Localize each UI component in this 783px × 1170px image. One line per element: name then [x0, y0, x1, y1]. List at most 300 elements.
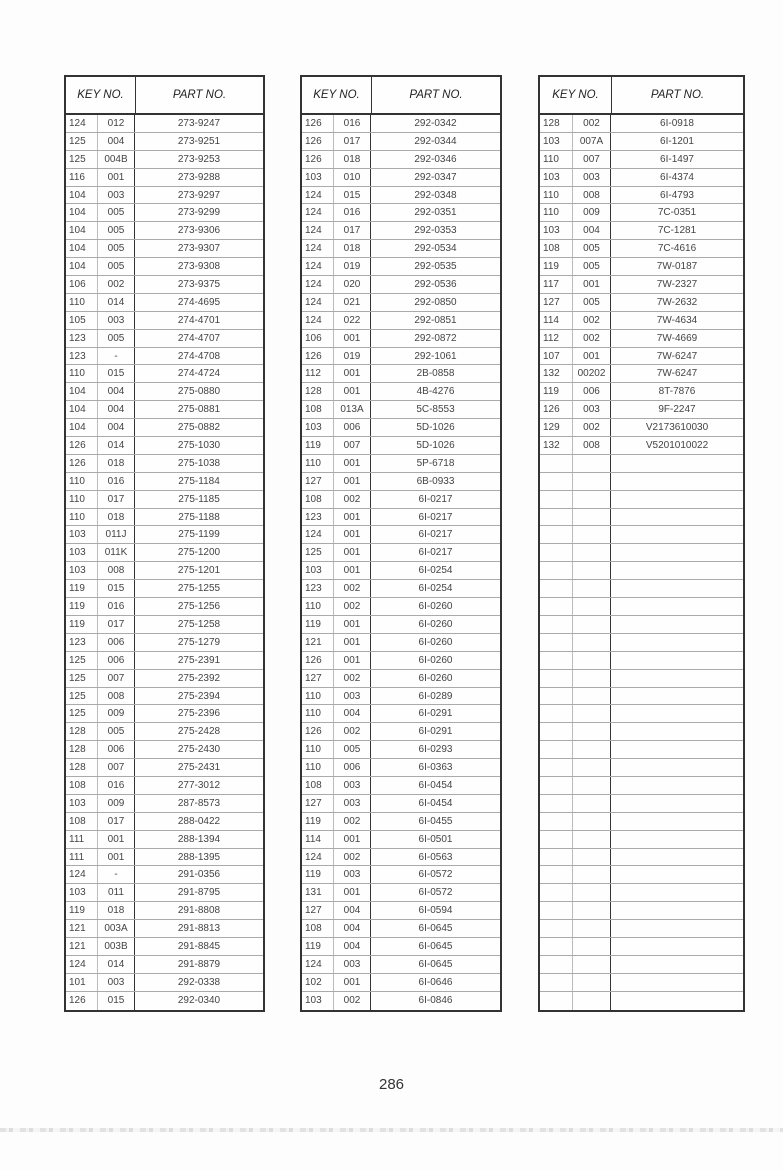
part-no-cell: 4B-4276: [416, 386, 455, 398]
part-no-cell: 291-0356: [177, 869, 221, 881]
key-no-group-cell: 104: [66, 187, 98, 204]
key-no-group-cell: 124: [66, 115, 98, 132]
key-no-item-cell: [573, 956, 611, 973]
key-no-item-cell: 005: [98, 723, 135, 740]
part-no-cell: 288-1395: [177, 851, 221, 863]
table-row: [540, 938, 743, 956]
key-no-item-cell: 004B: [98, 151, 135, 168]
part-no-cell: [611, 795, 743, 812]
key-no-group-cell: 114: [302, 831, 334, 848]
key-no-group-cell: 107: [540, 348, 573, 365]
part-no-cell: [611, 866, 743, 883]
key-no-group-cell: 110: [302, 705, 334, 722]
part-no-cell: 6I-0260: [418, 654, 453, 666]
key-no-group-cell: 110: [302, 688, 334, 705]
table-row: [302, 240, 500, 258]
table-row: [302, 348, 500, 366]
part-no-cell: 292-1061: [414, 350, 457, 362]
table-row: [302, 920, 500, 938]
part-no-cell: 9F-2247: [658, 404, 696, 416]
part-no-cell: [611, 544, 743, 561]
part-no-cell: [611, 616, 743, 633]
key-no-group-cell: [540, 795, 573, 812]
table-row: [66, 473, 263, 491]
key-no-item-cell: 005: [98, 204, 135, 221]
part-no-cell: 6I-4793: [660, 189, 694, 201]
table-row: [302, 849, 500, 867]
key-no-item-cell: 008: [573, 187, 611, 204]
part-no-cell: 292-0348: [414, 189, 457, 201]
table-row: [540, 813, 743, 831]
key-no-group-cell: [540, 884, 573, 901]
part-no-cell: 275-0881: [177, 404, 221, 416]
part-no-cell: 273-9288: [177, 171, 221, 183]
part-no-cell: 6I-0572: [418, 887, 453, 899]
part-no-cell: 292-0534: [414, 243, 457, 255]
part-no-cell: 292-0346: [414, 153, 457, 165]
key-no-group-cell: 108: [302, 777, 334, 794]
part-no-cell: 291-8808: [177, 905, 221, 917]
key-no-group-cell: 125: [66, 652, 98, 669]
table-row: [302, 330, 500, 348]
key-no-item-cell: 002: [334, 849, 371, 866]
key-no-item-cell: 007: [334, 437, 371, 454]
key-no-group-cell: 131: [302, 884, 334, 901]
key-no-item-cell: 011: [98, 884, 135, 901]
key-no-item-cell: [573, 455, 611, 472]
key-no-item-cell: 018: [334, 151, 371, 168]
table-row: [302, 616, 500, 634]
key-no-item-cell: 018: [98, 455, 135, 472]
table-row: [302, 956, 500, 974]
key-no-item-cell: 001: [334, 365, 371, 382]
table-row: [540, 204, 743, 222]
part-no-cell: 275-1038: [177, 457, 221, 469]
table-row: [66, 920, 263, 938]
key-no-group-cell: 126: [302, 348, 334, 365]
key-no-group-cell: 108: [66, 813, 98, 830]
key-no-group-cell: 110: [66, 491, 98, 508]
table-row: [540, 526, 743, 544]
table-row: [302, 133, 500, 151]
part-no-cell: 291-8845: [177, 940, 221, 952]
key-no-item-cell: 021: [334, 294, 371, 311]
table-row: [302, 884, 500, 902]
table-row: [66, 902, 263, 920]
part-no-cell: 292-0340: [177, 994, 221, 1006]
key-no-group-cell: 124: [302, 526, 334, 543]
key-no-item-cell: 001: [334, 562, 371, 579]
part-no-cell: 8T-7876: [658, 386, 696, 398]
table-row: [302, 938, 500, 956]
key-no-group-cell: [540, 509, 573, 526]
table-row: [66, 437, 263, 455]
key-no-item-cell: 015: [98, 580, 135, 597]
key-no-group-cell: [540, 849, 573, 866]
part-no-cell: 6I-0254: [418, 583, 453, 595]
key-no-group-cell: 126: [540, 401, 573, 418]
key-no-item-cell: 008: [98, 562, 135, 579]
key-no-group-cell: [540, 956, 573, 973]
table-row: [540, 401, 743, 419]
key-no-item-cell: 002: [573, 419, 611, 436]
key-no-group-cell: 110: [66, 509, 98, 526]
key-no-group-cell: 103: [66, 562, 98, 579]
table-header: [66, 77, 263, 115]
key-no-group-cell: [540, 688, 573, 705]
part-no-cell: 6I-4374: [660, 171, 694, 183]
table-row: [540, 455, 743, 473]
part-no-cell: 6I-0572: [418, 869, 453, 881]
key-no-item-cell: 002: [334, 670, 371, 687]
key-no-group-cell: 121: [66, 938, 98, 955]
key-no-group-cell: 128: [66, 759, 98, 776]
part-no-cell: 6I-0645: [418, 940, 453, 952]
part-no-cell: 292-0353: [414, 225, 457, 237]
key-no-group-cell: [540, 705, 573, 722]
part-no-cell: [611, 920, 743, 937]
key-no-item-cell: [573, 580, 611, 597]
table-row: [302, 294, 500, 312]
table-row: [302, 401, 500, 419]
table-row: [302, 580, 500, 598]
table-row: [540, 187, 743, 205]
table-row: [540, 509, 743, 527]
part-no-cell: 6I-0454: [418, 779, 453, 791]
table-row: [540, 705, 743, 723]
key-no-item-cell: 019: [334, 348, 371, 365]
part-no-cell: 7W-6247: [656, 368, 698, 380]
part-no-cell: 274-4708: [177, 350, 221, 362]
part-no-cell: 7W-2632: [656, 296, 698, 308]
key-no-item-cell: [573, 598, 611, 615]
part-no-cell: 5D-1026: [416, 422, 455, 434]
table-row: [66, 580, 263, 598]
key-no-header: KEY NO.: [540, 77, 612, 113]
part-no-cell: 275-0880: [177, 386, 221, 398]
key-no-item-cell: 002: [334, 598, 371, 615]
key-no-group-cell: [540, 526, 573, 543]
part-no-cell: 275-2428: [177, 726, 221, 738]
key-no-group-cell: 110: [66, 473, 98, 490]
key-no-group-cell: [540, 670, 573, 687]
key-no-group-cell: 104: [66, 222, 98, 239]
key-no-item-cell: 018: [98, 509, 135, 526]
key-no-group-cell: 119: [302, 866, 334, 883]
key-no-item-cell: [573, 526, 611, 543]
table-row: [66, 598, 263, 616]
key-no-group-cell: 104: [66, 383, 98, 400]
key-no-group-cell: 110: [302, 741, 334, 758]
part-no-cell: 291-8879: [177, 958, 221, 970]
key-no-group-cell: 108: [66, 777, 98, 794]
key-no-item-cell: 004: [98, 383, 135, 400]
key-no-item-cell: 001: [334, 509, 371, 526]
key-no-item-cell: 009: [98, 795, 135, 812]
key-no-item-cell: 001: [334, 634, 371, 651]
part-no-cell: 275-1255: [177, 583, 221, 595]
key-no-group-cell: 126: [302, 151, 334, 168]
part-no-cell: 273-9375: [177, 279, 221, 291]
part-no-cell: [611, 849, 743, 866]
key-no-group-cell: 119: [66, 580, 98, 597]
key-no-header: KEY NO.: [66, 77, 136, 113]
key-no-group-cell: 110: [540, 204, 573, 221]
table-row: [540, 741, 743, 759]
key-no-item-cell: 002: [573, 312, 611, 329]
key-no-item-cell: 002: [573, 330, 611, 347]
table-row: [540, 616, 743, 634]
parts-table-3: [538, 75, 745, 1012]
key-no-group-cell: 125: [66, 133, 98, 150]
table-row: [302, 455, 500, 473]
key-no-item-cell: [573, 473, 611, 490]
part-no-cell: 292-0872: [414, 332, 457, 344]
part-no-cell: 292-0851: [414, 314, 457, 326]
table-row: [302, 473, 500, 491]
key-no-item-cell: 001: [334, 544, 371, 561]
key-no-group-cell: 104: [66, 240, 98, 257]
key-no-group-cell: 129: [540, 419, 573, 436]
table-row: [540, 831, 743, 849]
key-no-item-cell: 002: [98, 276, 135, 293]
key-no-group-cell: 108: [302, 491, 334, 508]
table-row: [540, 580, 743, 598]
part-no-cell: 6I-0455: [418, 815, 453, 827]
key-no-item-cell: 016: [98, 598, 135, 615]
table-row: [66, 258, 263, 276]
key-no-item-cell: 022: [334, 312, 371, 329]
key-no-item-cell: [573, 688, 611, 705]
table-row: [540, 688, 743, 706]
key-no-group-cell: [540, 759, 573, 776]
part-no-cell: [611, 688, 743, 705]
table-row: [302, 992, 500, 1010]
key-no-item-cell: 002: [573, 115, 611, 132]
part-no-cell: 5P-6718: [416, 457, 455, 469]
key-no-group-cell: [540, 652, 573, 669]
table-row: [540, 330, 743, 348]
part-no-cell: 275-1258: [177, 618, 221, 630]
part-no-cell: 6I-0594: [418, 905, 453, 917]
part-no-cell: [611, 562, 743, 579]
part-no-cell: 275-1188: [178, 511, 220, 523]
table-row: [540, 222, 743, 240]
table-row: [540, 562, 743, 580]
key-no-item-cell: 006: [573, 383, 611, 400]
key-no-group-cell: 103: [66, 795, 98, 812]
key-no-group-cell: 103: [302, 419, 334, 436]
table-row: [540, 670, 743, 688]
key-no-group-cell: 106: [302, 330, 334, 347]
key-no-group-cell: 132: [540, 365, 573, 382]
table-row: [540, 276, 743, 294]
key-no-item-cell: [573, 974, 611, 991]
part-no-cell: 7W-4669: [656, 332, 698, 344]
part-no-cell: [611, 813, 743, 830]
part-no-cell: 275-1200: [177, 547, 221, 559]
key-no-item-cell: 003A: [98, 920, 135, 937]
key-no-item-cell: [573, 920, 611, 937]
table-row: [66, 419, 263, 437]
key-no-item-cell: 001: [98, 831, 135, 848]
key-no-group-cell: [540, 777, 573, 794]
part-no-cell: [611, 974, 743, 991]
key-no-item-cell: 016: [334, 204, 371, 221]
key-no-item-cell: -: [98, 348, 135, 365]
key-no-group-cell: 104: [66, 419, 98, 436]
key-no-item-cell: 018: [334, 240, 371, 257]
table-row: [302, 598, 500, 616]
table-row: [540, 169, 743, 187]
key-no-item-cell: 007A: [573, 133, 611, 150]
part-no-cell: 6I-0291: [418, 726, 453, 738]
key-no-group-cell: 126: [66, 455, 98, 472]
key-no-item-cell: 010: [334, 169, 371, 186]
part-no-cell: 273-9247: [177, 118, 221, 129]
table-row: [66, 956, 263, 974]
part-no-cell: 6B-0933: [416, 475, 455, 487]
key-no-group-cell: 124: [302, 849, 334, 866]
key-no-group-cell: 103: [540, 133, 573, 150]
table-header: [540, 77, 743, 115]
table-row: [66, 115, 263, 133]
table-row: [540, 258, 743, 276]
table-row: [540, 652, 743, 670]
table-row: [66, 866, 263, 884]
part-no-cell: 274-4724: [177, 368, 221, 380]
key-no-item-cell: [573, 849, 611, 866]
key-no-item-cell: [573, 491, 611, 508]
key-no-item-cell: 001: [334, 884, 371, 901]
table-row: [66, 884, 263, 902]
key-no-item-cell: 003: [98, 187, 135, 204]
key-no-group-cell: 103: [66, 884, 98, 901]
key-no-item-cell: 015: [334, 187, 371, 204]
table-row: [66, 795, 263, 813]
key-no-item-cell: 013A: [334, 401, 371, 418]
key-no-item-cell: [573, 831, 611, 848]
key-no-group-cell: 124: [302, 276, 334, 293]
table-row: [302, 741, 500, 759]
table-row: [302, 831, 500, 849]
table-row: [66, 240, 263, 258]
key-no-item-cell: 005: [98, 240, 135, 257]
key-no-group-cell: 104: [66, 401, 98, 418]
key-no-group-cell: 119: [540, 258, 573, 275]
key-no-item-cell: 007: [98, 670, 135, 687]
key-no-item-cell: 008: [573, 437, 611, 454]
key-no-group-cell: 106: [66, 276, 98, 293]
table-row: [66, 670, 263, 688]
table-row: [540, 365, 743, 383]
key-no-item-cell: 002: [334, 580, 371, 597]
part-no-cell: 6I-0260: [418, 636, 453, 648]
key-no-group-cell: 123: [66, 348, 98, 365]
key-no-group-cell: 101: [66, 974, 98, 991]
key-no-group-cell: 124: [302, 204, 334, 221]
key-no-group-cell: 124: [302, 956, 334, 973]
key-no-group-cell: 103: [66, 544, 98, 561]
part-no-cell: 274-4707: [177, 332, 221, 344]
key-no-item-cell: 005: [573, 240, 611, 257]
table-row: [540, 240, 743, 258]
part-no-cell: 6I-0454: [418, 797, 453, 809]
key-no-group-cell: 112: [302, 365, 334, 382]
part-no-cell: [611, 652, 743, 669]
table-row: [66, 741, 263, 759]
part-no-cell: 288-0422: [177, 815, 221, 827]
key-no-item-cell: 003: [573, 401, 611, 418]
key-no-item-cell: [573, 544, 611, 561]
table-row: [540, 902, 743, 920]
key-no-item-cell: 011J: [98, 526, 135, 543]
table-row: [540, 795, 743, 813]
key-no-group-cell: 125: [302, 544, 334, 561]
key-no-item-cell: 004: [334, 705, 371, 722]
key-no-item-cell: 001: [573, 348, 611, 365]
key-no-group-cell: 119: [66, 902, 98, 919]
table-row: [66, 562, 263, 580]
part-no-cell: 6I-0260: [418, 618, 453, 630]
key-no-item-cell: 008: [98, 688, 135, 705]
part-no-cell: 6I-0289: [418, 690, 453, 702]
key-no-group-cell: 126: [302, 133, 334, 150]
key-no-group-cell: 119: [66, 598, 98, 615]
table-row: [302, 688, 500, 706]
part-no-cell: [611, 759, 743, 776]
part-no-cell: 6I-0217: [418, 547, 453, 559]
part-no-cell: 275-1185: [178, 493, 220, 505]
table-row: [66, 705, 263, 723]
part-no-cell: 275-1201: [177, 565, 221, 577]
key-no-item-cell: 005: [573, 294, 611, 311]
key-no-group-cell: 111: [66, 849, 98, 866]
key-no-item-cell: [573, 795, 611, 812]
table-body: [302, 115, 500, 1010]
key-no-item-cell: 015: [98, 365, 135, 382]
part-no-cell: 6I-0918: [660, 118, 694, 129]
key-no-item-cell: 004: [334, 902, 371, 919]
part-no-cell: 277-3012: [177, 779, 221, 791]
key-no-item-cell: 005: [98, 330, 135, 347]
key-no-item-cell: [573, 866, 611, 883]
part-no-cell: 274-4695: [177, 296, 221, 308]
key-no-group-cell: 127: [302, 670, 334, 687]
key-no-item-cell: 001: [98, 849, 135, 866]
part-no-cell: [611, 598, 743, 615]
key-no-group-cell: [540, 974, 573, 991]
table-row: [302, 169, 500, 187]
part-no-cell: [611, 580, 743, 597]
part-no-cell: 292-0347: [414, 171, 457, 183]
key-no-item-cell: 003: [98, 312, 135, 329]
part-no-cell: 6I-0291: [418, 708, 453, 720]
key-no-item-cell: 003: [334, 688, 371, 705]
key-no-item-cell: 012: [98, 115, 135, 132]
key-no-item-cell: 002: [334, 491, 371, 508]
key-no-item-cell: [573, 992, 611, 1010]
table-row: [66, 187, 263, 205]
table-row: [66, 294, 263, 312]
key-no-group-cell: 132: [540, 437, 573, 454]
table-row: [66, 777, 263, 795]
key-no-item-cell: -: [98, 866, 135, 883]
key-no-item-cell: 016: [98, 473, 135, 490]
table-row: [540, 974, 743, 992]
part-no-cell: 275-2431: [177, 762, 221, 774]
table-row: [540, 992, 743, 1010]
